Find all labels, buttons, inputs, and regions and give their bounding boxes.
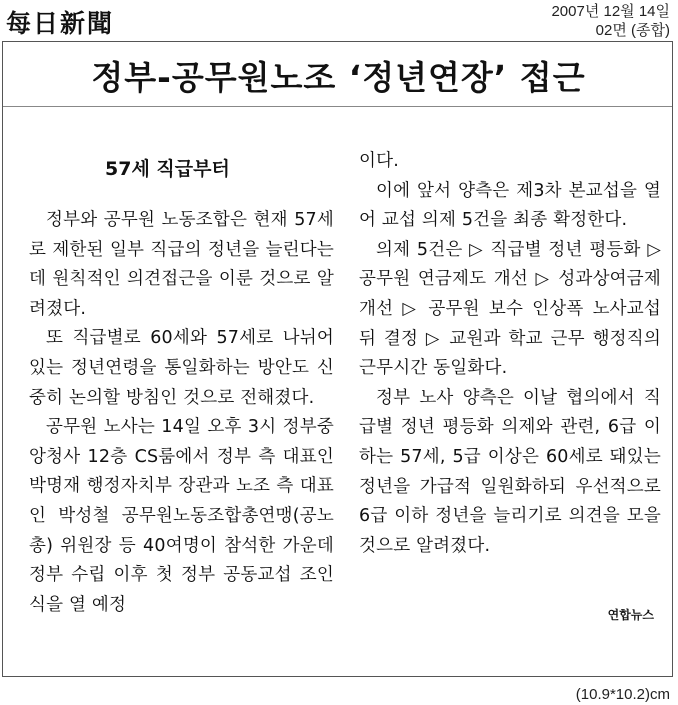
dateline [551, 2, 670, 40]
article-paragraph: 정부와 공무원 노동조합은 현재 57세로 제한된 일부 직급의 정년을 늘린다는 데 원칙적인 의견접근을 이룬 것으로 알려졌다. [29, 210, 334, 319]
publication-date: 2007년 12월 14일 [551, 3, 670, 20]
article-subhead: 57세 직급부터 [105, 158, 230, 180]
article-column-left [29, 206, 334, 620]
article-paragraph: 이에 앞서 양측은 제3차 본교섭을 열어 교섭 의제 5건을 최종 확정한다. [359, 180, 661, 231]
article-paragraph: 공무원 노사는 14일 오후 3시 정부중앙청사 12층 CS룸에서 정부 측 대표인 박명재 행정자치부 장관과 노조 측 대표인 박성철 공무원노동조합총연맹(공노총) 위원장 등 40여명이 참석한 가운데 정부 수립 이후 첫 정부 공동교섭 조인식을 열 예정 [29, 417, 334, 615]
article-byline: 연합뉴스 [607, 608, 654, 622]
clipping-size: (10.9*10.2)cm [575, 686, 670, 703]
article-headline: 정부-공무원노조 ‘정년연장’ 접근 [91, 58, 586, 97]
article-frame [2, 41, 673, 677]
article-paragraph: 정부 노사 양측은 이날 협의에서 직급별 정년 평등화 의제와 관련, 6급 이하는 57세, 5급 이상은 60세로 돼있는 정년을 가급적 일원화하되 우선적으로 6급 이하 정년을 늘리기로 의견을 모을 것으로 알려졌다. [359, 387, 661, 556]
article-continuation: 이다. [359, 151, 399, 171]
article-column-right [359, 147, 661, 561]
article-paragraph: 의제 5건은 ▷ 직급별 정년 평등화 ▷ 공무원 연금제도 개선 ▷ 성과상여금제 개선 ▷ 공무원 보수 인상폭 노사교섭 뒤 결정 ▷ 교원과 학교 근무 행정직의 근무시간 동일화다. [359, 239, 661, 379]
headline-divider [3, 106, 672, 107]
article-paragraph: 또 직급별로 60세와 57세로 나뉘어 있는 정년연령을 통일화하는 방안도 신중히 논의할 방침인 것으로 전해졌다. [29, 328, 334, 408]
newspaper-masthead: 每日新聞 [6, 9, 115, 38]
page-section: 02면 (종합) [595, 22, 670, 39]
